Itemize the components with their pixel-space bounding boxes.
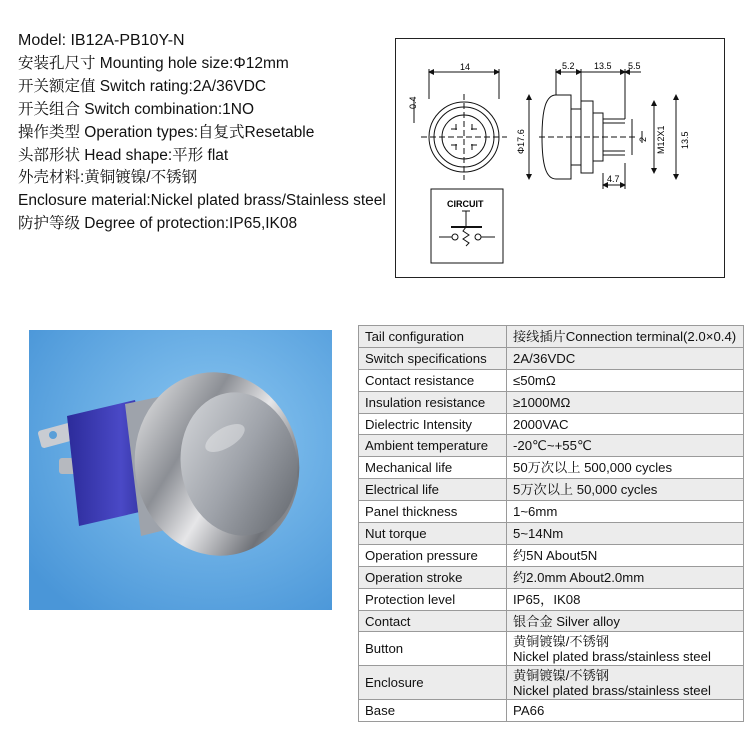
row-label: Panel thickness (359, 501, 507, 523)
row-value: PA66 (507, 700, 744, 722)
spec-protection: 防护等级 Degree of protection:IP65,IK08 (18, 215, 298, 233)
row-value: IP65，IK08 (507, 588, 744, 610)
table-row (359, 632, 744, 666)
front-view (414, 69, 507, 180)
side-view (529, 69, 676, 189)
row-value: 1~6mm (507, 501, 744, 523)
row-value: -20℃~+55℃ (507, 435, 744, 457)
table-row (359, 369, 744, 391)
row-label: Ambient temperature (359, 435, 507, 457)
spec-enclosure-cn: 外壳材料:黄铜镀镍/不锈钢 (18, 169, 198, 187)
table-row (359, 479, 744, 501)
row-label: Mechanical life (359, 457, 507, 479)
row-value: 银合金 Silver alloy (507, 610, 744, 632)
row-value (507, 666, 744, 700)
table-row (359, 566, 744, 588)
row-value: 50万次以上 500,000 cycles (507, 457, 744, 479)
row-label: Protection level (359, 588, 507, 610)
row-value: 接线插片Connection terminal(2.0×0.4) (507, 326, 744, 348)
table-row (359, 666, 744, 700)
table-row (359, 457, 744, 479)
product-photo (29, 330, 332, 610)
spec-operation-type: 操作类型 Operation types:自复式Resetable (18, 123, 315, 141)
table-row (359, 326, 744, 348)
row-value-cn: 黄铜镀镍/不锈钢 (513, 667, 609, 683)
row-label: Switch specifications (359, 347, 507, 369)
row-value-en: Nickel plated brass/stainless steel (513, 682, 711, 698)
dim-13-5-top: 13.5 (594, 61, 612, 71)
row-value-en: Nickel plated brass/stainless steel (513, 648, 711, 664)
table-row (359, 544, 744, 566)
row-label: Insulation resistance (359, 391, 507, 413)
spec-enclosure-en: Enclosure material:Nickel plated brass/Stainless steel (18, 192, 386, 210)
row-value: 2000VAC (507, 413, 744, 435)
table-row (359, 347, 744, 369)
row-value-cn: 黄铜镀镍/不锈钢 (513, 633, 609, 649)
spec-head-shape: 头部形状 Head shape:平形 flat (18, 146, 229, 164)
table-row (359, 588, 744, 610)
dim-m12: M12X1 (656, 125, 666, 154)
spec-table (358, 325, 744, 722)
row-label: Nut torque (359, 523, 507, 545)
dim-5-2: 5.2 (562, 61, 575, 71)
dim-4-7: 4.7 (607, 174, 620, 184)
row-label: Tail configuration (359, 326, 507, 348)
row-label: Operation stroke (359, 566, 507, 588)
dim-17-6: Φ17.6 (516, 129, 526, 154)
table-row (359, 435, 744, 457)
table-row (359, 523, 744, 545)
spec-switch-combination: 开关组合 Switch combination:1NO (18, 100, 255, 118)
dim-5-5: 5.5 (628, 61, 641, 71)
row-value: 2A/36VDC (507, 347, 744, 369)
table-row (359, 501, 744, 523)
row-value: 5~14Nm (507, 523, 744, 545)
spec-list (18, 30, 398, 236)
row-label: Contact (359, 610, 507, 632)
row-label: Enclosure (359, 666, 507, 700)
row-value (507, 632, 744, 666)
row-label: Button (359, 632, 507, 666)
table-row (359, 610, 744, 632)
row-value: ≥1000MΩ (507, 391, 744, 413)
spec-mounting-hole: 安装孔尺寸 Mounting hole size:Φ12mm (18, 54, 289, 72)
table-row (359, 700, 744, 722)
row-value: 约2.0mm About2.0mm (507, 566, 744, 588)
model-line: Model: IB12A-PB10Y-N (18, 32, 185, 49)
dim-14: 14 (460, 62, 471, 72)
row-label: Contact resistance (359, 369, 507, 391)
circuit-label: CIRCUIT (447, 199, 484, 209)
row-value: 约5N About5N (507, 544, 744, 566)
dim-13-5-side: 13.5 (680, 131, 690, 149)
row-label: Electrical life (359, 479, 507, 501)
row-value: 5万次以上 50,000 cycles (507, 479, 744, 501)
technical-drawing (395, 38, 725, 278)
drawing-svg (396, 39, 726, 279)
row-label: Base (359, 700, 507, 722)
dim-2: 2 (638, 136, 648, 142)
row-label: Dielectric Intensity (359, 413, 507, 435)
table-row (359, 413, 744, 435)
dim-0-4: 0.4 (408, 96, 418, 109)
row-value: ≤50mΩ (507, 369, 744, 391)
table-row (359, 391, 744, 413)
row-label: Operation pressure (359, 544, 507, 566)
spec-switch-rating: 开关额定值 Switch rating:2A/36VDC (18, 77, 267, 95)
